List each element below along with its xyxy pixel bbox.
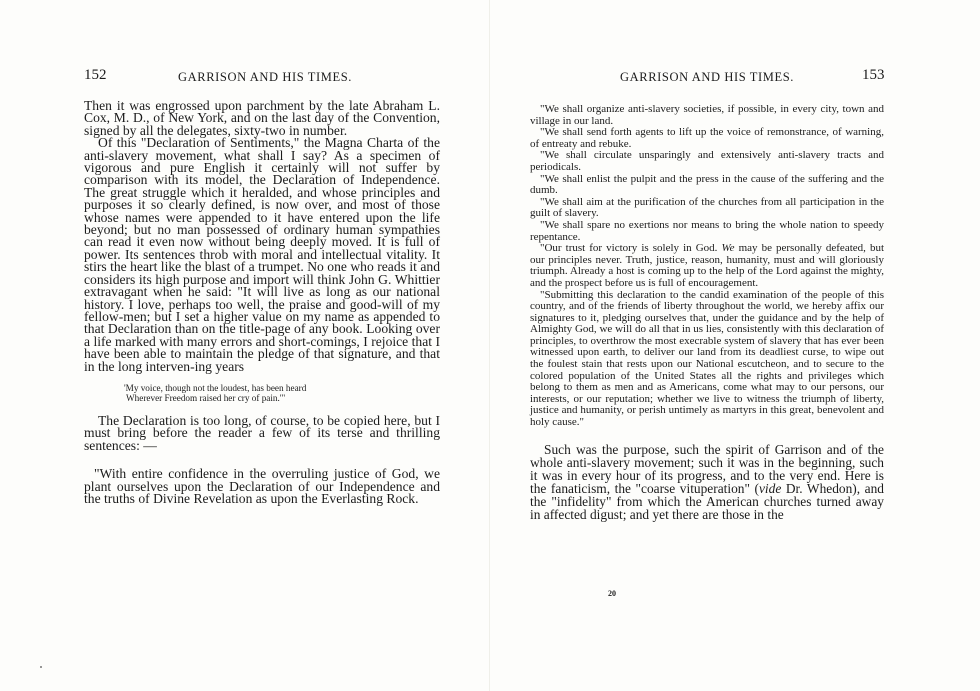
quote-paragraph: "We shall enlist the pulpit and the press in the cause of the suffering and the dumb.	[530, 172, 884, 197]
declaration-quotes	[530, 104, 884, 429]
verse-line: 'My voice, though not the loudest, has been heard	[124, 382, 307, 393]
verse-quotation	[124, 383, 440, 403]
quote-paragraph: "Our trust for victory is solely in God. We may be personally defeated, but our principles never. Truth, justice, reason, humanity, must and will gloriously triumph. Already a host is coming up to the help of the Lord against the mighty, and the prospect before us is full of encouragement.	[530, 242, 885, 289]
page-number: 152	[84, 67, 107, 83]
signature-mark: 20	[608, 589, 616, 598]
declaration-quote	[84, 468, 440, 505]
quote-paragraph: "With entire confidence in the overruling justice of God, we plant ourselves upon the Declaration of our Independence and the truths of Divine Revelation as upon the Everlasting Rock.	[84, 466, 440, 506]
quote-paragraph: "We shall spare no exertions nor means to bring the whole nation to speedy repentance.	[530, 218, 884, 243]
quote-paragraph: "We shall aim at the purification of the churches from all participation in the guilt of slavery.	[530, 195, 884, 220]
paragraph: The Declaration is too long, of course, to be copied here, but I must bring before the reader a few of its terse and thrilling sentences: —	[84, 412, 440, 453]
quote-paragraph: "We shall organize anti-slavery societies, if possible, in every city, town and village in our land.	[530, 103, 884, 127]
right-page-text	[530, 104, 884, 521]
quote-paragraph: "Submitting this declaration to the candid examination of the people of this country, and of the friends of liberty throughout the world, we hereby affix our signatures to it, pledging ourselves that, under the guidance and by the help of Almighty God, we will do all that in us lies, consistently with this declaration of principles, to overthrow the most execrable system of slavery that has ever been witnessed upon earth, to deliver our land from its deadliest curse, to wipe out the foulest stain that rests upon our National escutcheon, and to secure to the colored population of the United States all the rights and privileges which belong to them as men and as Americans, come what may to our persons, our interests, or our reputation; whether we live to witness the triumph of liberty, justice and humanity, or perish untimely as martyrs in this great, benevolent and holy cause."	[530, 288, 884, 429]
paragraph: Then it was engrossed upon parchment by the late Abraham L. Cox, M. D., of New York, and on the last day of the Convention, signed by all the delegates, sixty-two in number.	[84, 98, 440, 138]
quote-paragraph: "We shall send forth agents to lift up the voice of remonstrance, of warning, of entreaty and rebuke.	[530, 126, 884, 150]
page-number: 153	[862, 67, 885, 83]
running-head: GARRISON AND HIS TIMES.	[620, 70, 795, 84]
quote-paragraph: "We shall circulate unsparingly and extensively anti-slavery tracts and periodicals.	[530, 149, 884, 173]
verse-line: Wherever Freedom raised her cry of pain.'"	[126, 392, 286, 403]
left-page-text	[84, 100, 440, 505]
running-head: GARRISON AND HIS TIMES.	[178, 70, 353, 84]
closing-paragraph: Such was the purpose, such the spirit of Garrison and of the whole anti-slavery movement; such it was in the beginning, such it was in every hour of its progress, and to the very end. Here is the fanaticism, the "coarse vituperation" (vide Dr. Whedon), and the "infidelity" from which the American churches turned away in affected digust; and yet there are those in the	[530, 441, 885, 522]
right-page	[490, 0, 980, 691]
print-speck	[40, 666, 42, 668]
paragraph: Of this "Declaration of Sentiments," the Magna Charta of the anti-slavery movement, what shall I say? As a specimen of vigorous and pure English it certainly will not suffer by comparison with its model, the Declaration of Independence. The great struggle which it heralded, and whose principles and purposes it so clearly defined, is now over, and most of those whose names were appended to it have entered upon the life beyond; but no man possessed of ordinary human sympathies can read it even now without being deeply moved. It is full of power. Its sentences throb with moral and intellectual vitality. It stirs the heart like the blast of a trumpet. No one who reads it and considers its high purpose and import will think John G. Whittier extravagant when he said: "It will live as long as our national history. I love, perhaps too well, the praise and good-will of my fellow-men; but I set a higher value on my name as appended to that Declaration than on the title-page of any book. Looking over a life marked with many errors and short-comings, I rejoice that I have been able to maintain the pledge of that signature, and that in the long interven-ing years	[84, 135, 440, 374]
